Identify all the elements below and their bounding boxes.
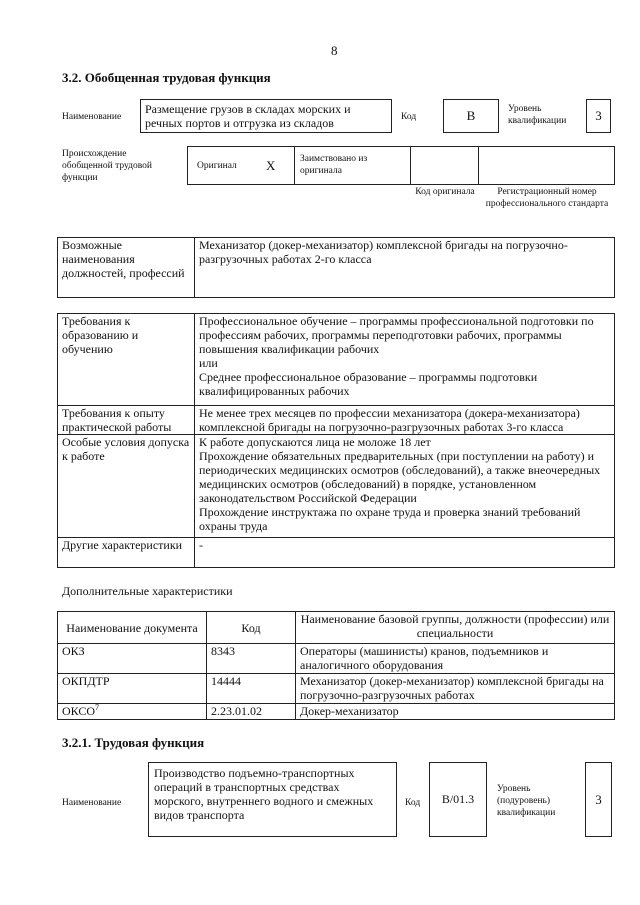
- name-label: Наименование: [62, 112, 122, 122]
- function-code-label: Код: [405, 798, 421, 808]
- page-number: 8: [331, 43, 338, 58]
- function-level-box: [585, 762, 612, 837]
- row-name: Операторы (машинисты) кранов, подъемников и аналогичного оборудования: [296, 644, 615, 674]
- function-level-label: Уровень (подуровень) квалификации: [497, 784, 556, 818]
- level-value-box: [586, 99, 611, 133]
- row-doc: [58, 704, 207, 720]
- level-label: Уровень квалификации: [508, 104, 567, 126]
- row-doc: ОКПДТР: [58, 674, 207, 704]
- footnote-mark: 7: [95, 703, 100, 712]
- code-original-label: Код оригинала: [415, 187, 475, 197]
- table-row: [58, 674, 615, 704]
- row-doc-text: ОКСО: [62, 704, 96, 718]
- requirement-value: Профессиональное обучение – программы профессиональной подготовки по профессиям рабочих, программы переподготовки рабочих, программы повышения квалификации рабочих или Среднее профессиональное образование – программы подготовки квалифицированных рабочих: [195, 314, 615, 406]
- original-label: Оригинал: [197, 161, 237, 171]
- borrowed-label: Заимствовано из оригинала: [300, 154, 368, 176]
- function-code-box: [429, 762, 487, 837]
- header-doc: Наименование документа: [58, 612, 207, 644]
- requirements-table: [57, 313, 615, 568]
- row-code: 8343: [207, 644, 296, 674]
- code-value: B: [466, 108, 476, 123]
- reg-number-label: Регистрационный номер профессионального стандарта: [485, 187, 609, 209]
- requirement-label: Другие характеристики: [58, 538, 195, 568]
- function-name-value: Производство подъемно-транспортных операций в транспортных средствах морского, внутреннего водного и смежных видов транспорта: [154, 766, 374, 822]
- origin-label: Происхождение обобщенной трудовой функции: [62, 149, 152, 183]
- level-value: 3: [595, 108, 602, 123]
- table-row: [58, 704, 615, 720]
- positions-label: Возможные наименования должностей, профессий: [58, 238, 195, 298]
- name-value: Размещение грузов в складах морских и речных портов и отгрузка из складов: [145, 102, 351, 130]
- additional-heading: Дополнительные характеристики: [62, 584, 233, 598]
- code-value-box: [443, 99, 499, 133]
- subsection-heading: 3.2.1. Трудовая функция: [62, 735, 205, 750]
- additional-header-row: [58, 612, 615, 644]
- additional-table: [57, 611, 615, 720]
- positions-value: Механизатор (докер-механизатор) комплексной бригады на погрузочно-разгрузочных работах 2-го класса: [195, 238, 615, 298]
- table-row: [58, 644, 615, 674]
- row-code: 2.23.01.02: [207, 704, 296, 720]
- positions-table: [57, 237, 615, 298]
- original-mark: X: [266, 158, 276, 173]
- row-name: Механизатор (докер-механизатор) комплексной бригады на погрузочно-разгрузочных работах: [296, 674, 615, 704]
- row-code: 14444: [207, 674, 296, 704]
- code-label: Код: [401, 112, 417, 122]
- function-code-value: B/01.3: [441, 792, 475, 806]
- requirement-value: -: [195, 538, 615, 568]
- requirement-row: [58, 435, 615, 538]
- header-name: Наименование базовой группы, должности (профессии) или специальности: [296, 612, 615, 644]
- origin-divider-3: [478, 146, 479, 185]
- origin-divider-2: [410, 146, 411, 185]
- requirement-label: Особые условия допуска к работе: [58, 435, 195, 538]
- requirement-row: [58, 314, 615, 406]
- row-doc: ОКЗ: [58, 644, 207, 674]
- requirement-row: [58, 538, 615, 568]
- function-level-value: 3: [595, 792, 602, 807]
- origin-divider-1: [294, 146, 295, 185]
- row-name: Докер-механизатор: [296, 704, 615, 720]
- requirement-label: Требования к опыту практической работы: [58, 406, 195, 435]
- requirement-label: Требования к образованию и обучению: [58, 314, 195, 406]
- function-name-label: Наименование: [62, 798, 122, 808]
- requirement-value: К работе допускаются лица не моложе 18 лет Прохождение обязательных предварительных (при поступлении на работу) и периодических медицинских осмотров (обследований), а также внеочередных медицинских осмотров (обследований) в порядке, установленном законодательством Российской Федерации Прохождение инструктажа по охране труда и проверка знаний требований охраны труда: [195, 435, 615, 538]
- function-name-box: [148, 762, 397, 837]
- section-heading: 3.2. Обобщенная трудовая функция: [62, 70, 271, 85]
- requirement-row: [58, 406, 615, 435]
- name-value-box: [140, 99, 392, 133]
- requirement-value: Не менее трех месяцев по профессии механизатора (докера-механизатора) комплексной бригады на погрузочно-разгрузочных работах 3-го класса: [195, 406, 615, 435]
- header-code: Код: [207, 612, 296, 644]
